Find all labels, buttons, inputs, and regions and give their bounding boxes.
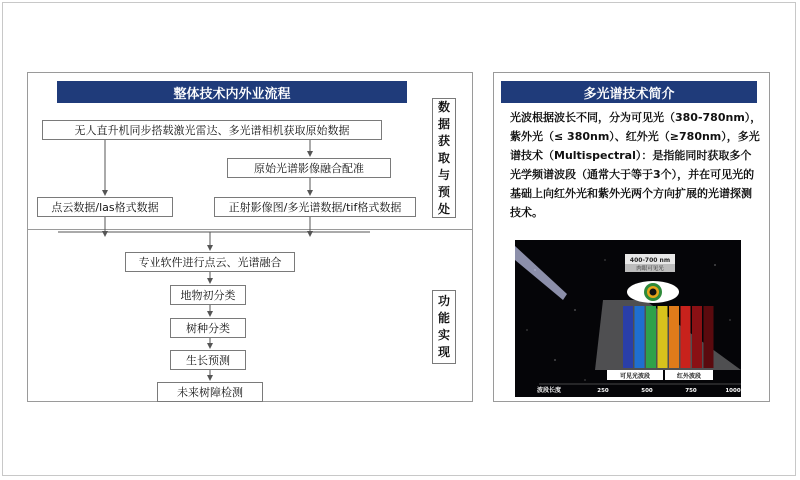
- light-beam: [515, 246, 567, 300]
- eye-icon: [627, 281, 679, 303]
- workflow-title: 整体技术内外业流程: [57, 81, 407, 103]
- step-point-cloud-data: 点云数据/las格式数据: [37, 197, 173, 217]
- stage-label-char: 能: [437, 311, 450, 325]
- stage-label-char: 获: [437, 133, 450, 148]
- spectrum-figure: [515, 240, 741, 397]
- step-software-fusion: 专业软件进行点云、光谱融合: [125, 252, 295, 272]
- spectral-band: [669, 306, 679, 368]
- step-acquire-raw-data: 无人直升机同步搭载激光雷达、多光谱相机获取原始数据: [42, 120, 382, 140]
- stage-label-char: 据: [437, 116, 450, 131]
- spectral-band: [681, 306, 691, 368]
- stage-label-char: 取: [437, 150, 450, 165]
- spectral-band: [692, 306, 702, 368]
- step-initial-classification: 地物初分类: [170, 285, 246, 305]
- spectral-band: [623, 306, 633, 368]
- tick-label: 1000: [725, 388, 741, 394]
- stage-label-char: 数: [437, 99, 450, 114]
- spectral-band: [635, 306, 645, 368]
- stage-label-char: 实: [437, 328, 450, 342]
- spectral-band: [658, 306, 668, 368]
- step-image-fusion-registration: 原始光谱影像融合配准: [227, 158, 391, 178]
- tick-label: 500: [641, 388, 653, 394]
- step-orthophoto-data: 正射影像图/多光谱数据/tif格式数据: [214, 197, 416, 217]
- stage-label-char: 现: [437, 345, 450, 359]
- infrared-band-label: 红外波段: [676, 373, 702, 380]
- step-tree-species-classification: 树种分类: [170, 318, 246, 338]
- stage-label-char: 处: [437, 201, 450, 216]
- range-label: 400-700 nm: [629, 257, 671, 264]
- tick-label: 250: [597, 388, 609, 394]
- range-sublabel: 肉眼可见光: [636, 266, 664, 272]
- stage-label-char: 预: [437, 184, 450, 199]
- multispectral-description: 光波根据波长不同，分为可见光（380-780nm），紫外光（≤ 380nm）、红外光（≥780nm），多光谱技术（Multispectral）：是指能同时获取多个光学频谱波段（通常大于等于3个），并在可见光的基础上向红外光和紫外光两个方向扩展的光谱探测技术。: [510, 111, 762, 219]
- tick-label: 750: [685, 388, 697, 394]
- step-growth-prediction: 生长预测: [170, 350, 246, 370]
- step-future-tree-obstacle-detection: 未来树障检测: [157, 382, 263, 402]
- stage-label-char: 功: [437, 294, 450, 308]
- spectral-band: [646, 306, 656, 368]
- axis-label: 波段长度: [537, 387, 562, 394]
- spectral-band: [704, 306, 714, 368]
- multispectral-title: 多光谱技术简介: [501, 81, 757, 103]
- visible-band-label: 可见光波段: [619, 373, 651, 380]
- stage-label-char: 与: [437, 167, 450, 182]
